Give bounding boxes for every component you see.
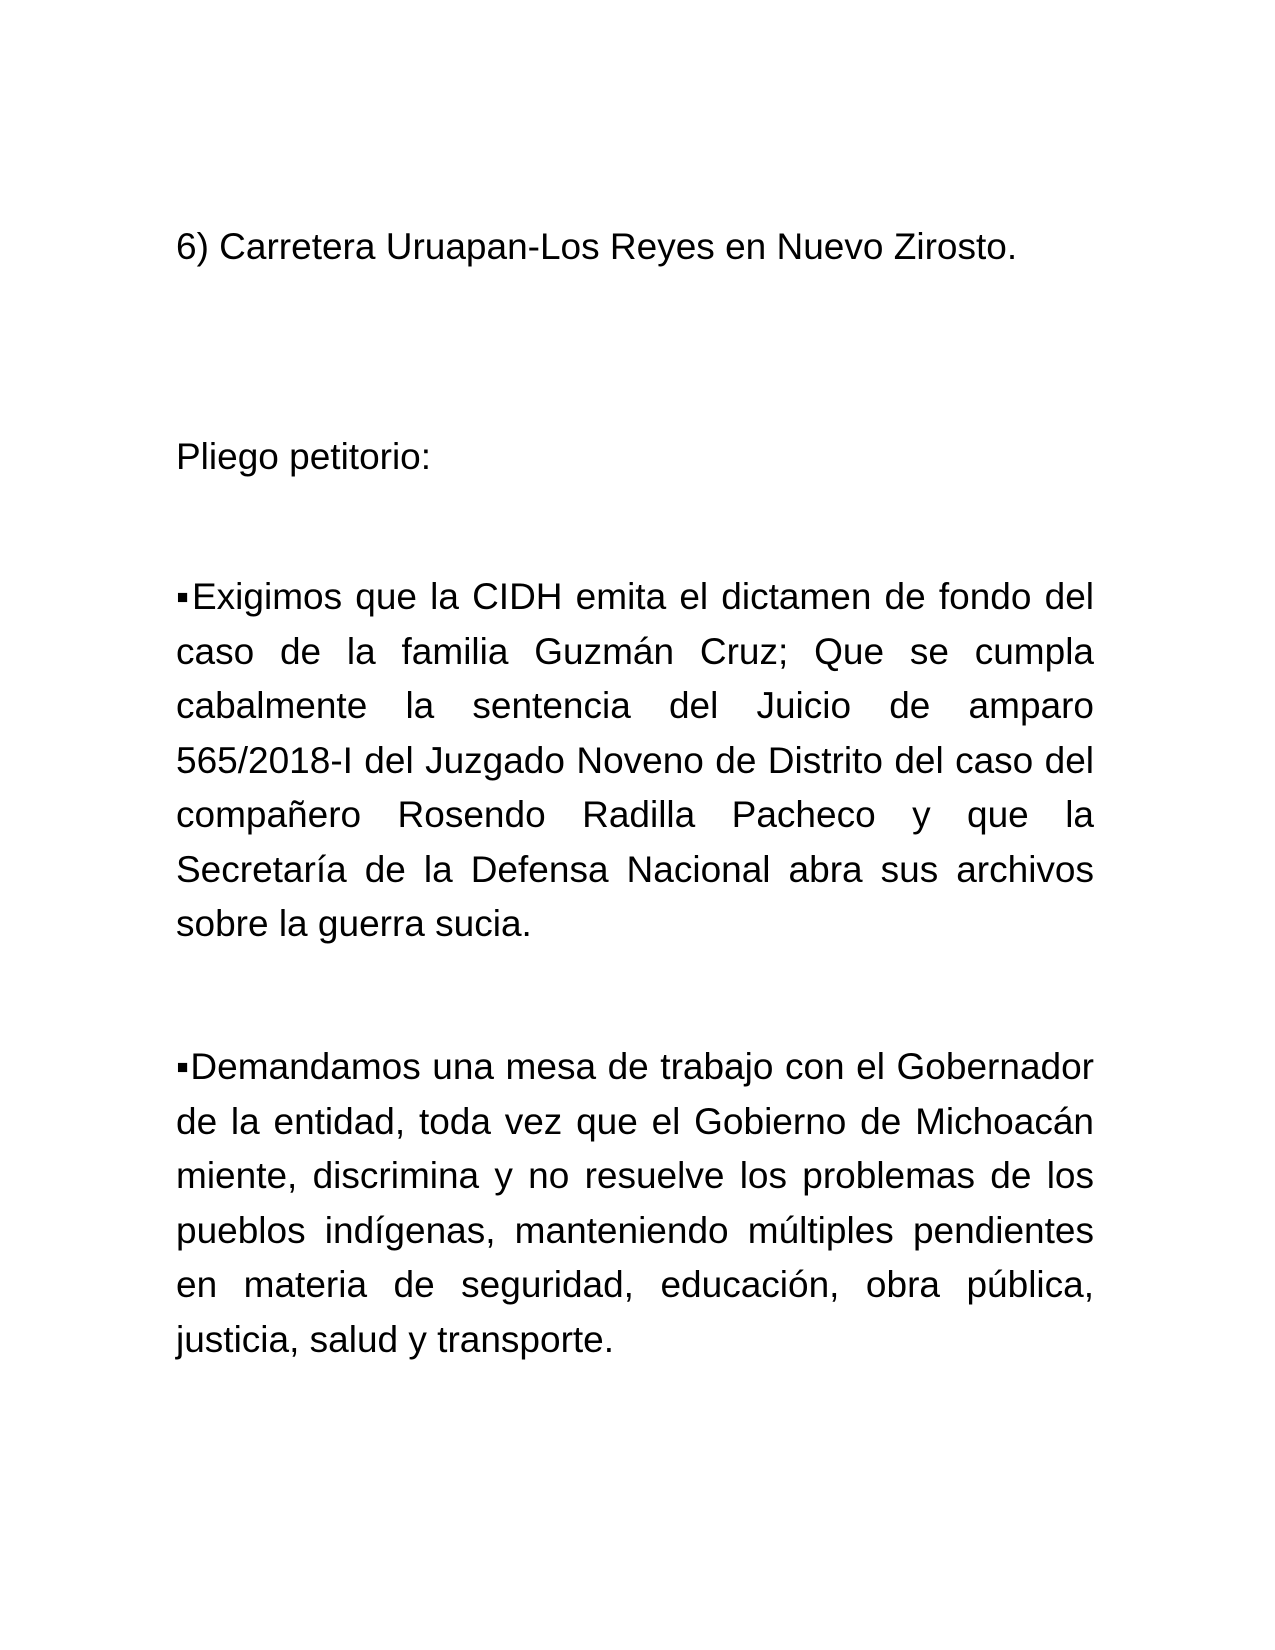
demand-paragraph xyxy=(176,570,1094,952)
demand-text: Demandamos una mesa de trabajo con el Gobernador de la entidad, toda vez que el Gobierno de Michoacán miente, discrimina y no resuelve los problemas de los pueblos indígenas, manteniendo múltiples pendientes en materia de seguridad, educación, obra pública, justicia, salud y transporte. xyxy=(176,1046,1094,1360)
item-line: 6) Carretera Uruapan-Los Reyes en Nuevo Zirosto. xyxy=(176,226,1018,267)
demand-text: Exigimos que la CIDH emita el dictamen de fondo del caso de la familia Guzmán Cruz; Que se cumpla cabalmente la sentencia del Juicio de amparo 565/2018-I del Juzgado Noveno de Distrito del caso del compañero Rosendo Radilla Pacheco y que la Secretaría de la Defensa Nacional abra sus archivos sobre la guerra sucia. xyxy=(176,576,1094,944)
bullet-icon: ▪ xyxy=(176,1046,191,1087)
demand-paragraph xyxy=(176,1040,1094,1367)
bullet-icon: ▪ xyxy=(176,576,192,617)
petition-heading: Pliego petitorio: xyxy=(176,436,432,477)
